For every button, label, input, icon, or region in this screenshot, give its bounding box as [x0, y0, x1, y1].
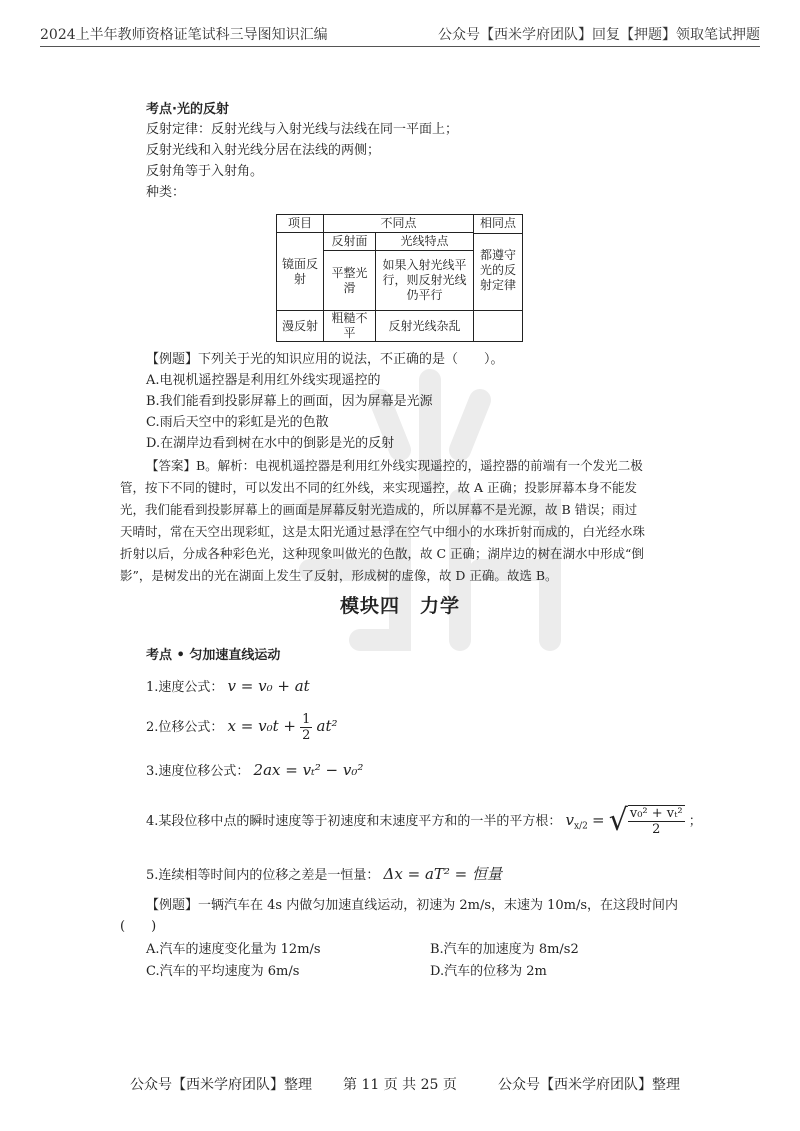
example-1-answer-line-2: 管，按下不同的键时，可以发出不同的红外线，来实现遥控，故 A 正确；投影屏幕本身不能发	[120, 480, 637, 495]
example-2-question-line-2: ( )	[120, 919, 157, 934]
formula-2-numerator: 1	[302, 712, 311, 727]
example-2-question-line-1: 【例题】一辆汽车在 4s 内做匀加速直线运动，初速为 2m/s，末速为 10m/s，在这段时间内	[146, 898, 679, 913]
formula-2-expr-a: x = v₀t +	[227, 717, 296, 735]
table-header-same-label: 相同点	[474, 215, 522, 234]
header-divider	[40, 46, 760, 47]
table-cell-diffuse-feature: 反射光线杂乱	[376, 311, 474, 342]
formula-3-label: 3.速度位移公式：	[146, 764, 250, 779]
example-2-option-b: B.汽车的加速度为 8m/s2	[430, 942, 579, 957]
table-cell-diffuse-same	[474, 311, 523, 342]
example-1-question: 【例题】下列关于光的知识应用的说法，不正确的是（ ）。	[146, 352, 504, 367]
formula-1-label: 1.速度公式：	[146, 680, 224, 695]
example-1-answer-line-1: 【答案】B。解析：电视机遥控器是利用红外线实现遥控的，遥控器的前端有一个发光二极	[146, 458, 643, 473]
reflection-line-3: 反射角等于入射角。	[146, 164, 264, 179]
header-left-title: 2024上半年教师资格证笔试科三导图知识汇编	[40, 27, 328, 43]
formula-4-subscript: x/2	[574, 821, 588, 832]
formula-5-label: 5.连续相等时间内的位移之差是一恒量：	[146, 868, 380, 883]
footer-right: 公众号【西米学府团队】整理	[498, 1077, 680, 1093]
table-cell-mirror-label: 镜面反射	[277, 233, 324, 311]
example-2-option-c: C.汽车的平均速度为 6m/s	[146, 964, 300, 979]
reflection-line-1: 反射定律：反射光线与入射光线与法线在同一平面上；	[146, 122, 459, 137]
header-right-notice: 公众号【西米学府团队】回复【押题】领取笔试押题	[438, 27, 760, 43]
formula-2-expr-b: at²	[316, 717, 338, 735]
table-header-item: 项目	[277, 215, 324, 233]
reflection-line-4: 种类：	[146, 185, 186, 200]
formula-4-lhs: v	[565, 811, 575, 829]
table-subheader-feature: 光线特点	[376, 233, 474, 251]
formula-1-expr: v = v₀ + at	[227, 677, 310, 695]
table-cell-same: 都遵守光的反射定律	[480, 248, 517, 292]
formula-4-end: ；	[688, 814, 702, 829]
example-1-answer-line-6: 影”，是树发出的光在湖面上发生了反射，形成树的虚像，故 D 正确。故选 B。	[120, 568, 558, 583]
table-subheader-surface: 反射面	[324, 233, 376, 251]
table-cell-mirror-feature: 如果入射光线平行，则反射光线仍平行	[376, 251, 474, 311]
formula-4-fraction	[628, 805, 685, 837]
formula-4-equals: =	[592, 811, 605, 829]
reflection-comparison-table	[276, 214, 522, 338]
example-1-answer-line-4: 天晴时，常在天空出现彩虹，这是太阳光通过悬浮在空气中细小的水珠折射而成的，白光经水珠	[120, 524, 646, 539]
example-1-answer-line-3: 光，我们能看到投影屏幕上的画面是屏幕反射光造成的，所以屏幕不是光源，故 B 错误；雨过	[120, 502, 638, 517]
formula-1	[146, 676, 310, 698]
example-1-option-d: D.在湖岸边看到树在水中的倒影是光的反射	[146, 436, 395, 451]
table-cell-mirror-surface: 平整光滑	[324, 251, 376, 311]
section-title-reflection: 考点·光的反射	[146, 102, 229, 117]
section-title-motion: 考点 • 匀加速直线运动	[146, 648, 281, 663]
example-1-option-c: C.雨后天空中的彩虹是光的色散	[146, 415, 329, 430]
table-header-diff: 不同点	[324, 215, 474, 233]
formula-2-fraction	[300, 712, 312, 743]
footer-page-number: 第 11 页 共 25 页	[343, 1077, 457, 1093]
example-1-answer-line-5: 折射以后，分成各种彩色光，这种现象叫做光的色散，故 C 正确；湖岸边的树在湖水中形成“倒	[120, 546, 644, 561]
table-header-same	[474, 215, 523, 311]
example-1-option-b: B.我们能看到投影屏幕上的画面，因为屏幕是光源	[146, 394, 433, 409]
example-2-option-a: A.汽车的速度变化量为 12m/s	[146, 942, 321, 957]
formula-4	[146, 798, 702, 849]
example-1-option-a: A.电视机遥控器是利用红外线实现遥控的	[146, 373, 381, 388]
formula-5	[146, 864, 502, 886]
table-cell-diffuse-surface: 粗糙不平	[324, 311, 376, 342]
footer-left: 公众号【西米学府团队】整理	[130, 1077, 312, 1093]
sqrt-sign-icon: √	[608, 803, 628, 839]
formula-2-label: 2.位移公式：	[146, 720, 224, 735]
formula-4-numerator: v₀² + vₜ²	[629, 806, 683, 822]
table-cell-diffuse-label: 漫反射	[277, 311, 324, 342]
formula-4-denominator: 2	[652, 822, 661, 838]
formula-3	[146, 760, 363, 782]
reflection-line-2: 反射光线和入射光线分居在法线的两侧；	[146, 143, 381, 158]
formula-5-expr: Δx = aT² = 恒量	[383, 865, 503, 883]
formula-3-expr: 2ax = vₜ² − v₀²	[253, 761, 364, 779]
example-2-option-d: D.汽车的位移为 2m	[430, 964, 547, 979]
formula-4-label: 4.某段位移中点的瞬时速度等于初速度和末速度平方和的一半的平方根：	[146, 814, 562, 829]
formula-2	[146, 706, 338, 748]
formula-2-denominator: 2	[302, 728, 311, 743]
module-title: 模块四 力学	[339, 595, 460, 617]
formula-4-sqrt	[609, 799, 685, 844]
